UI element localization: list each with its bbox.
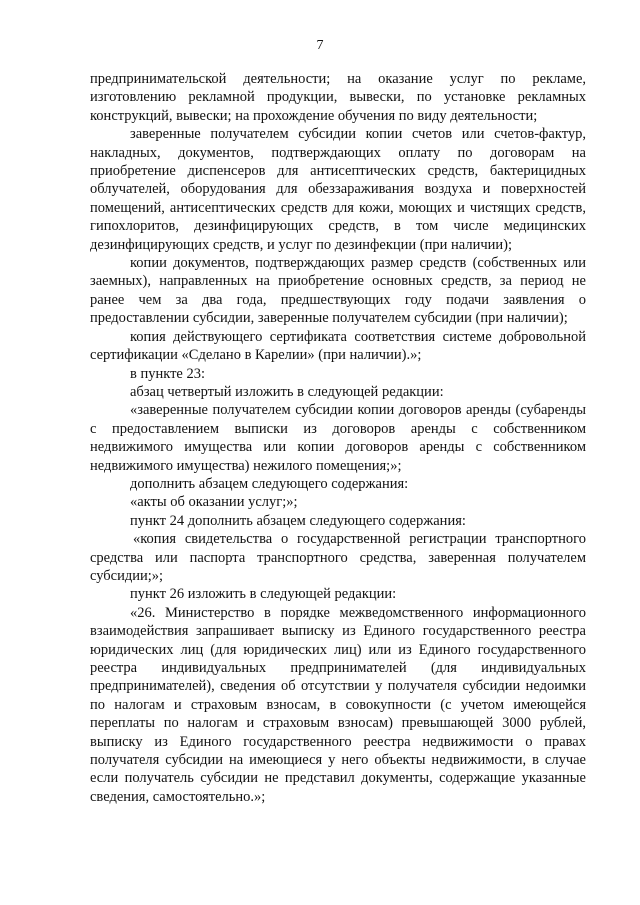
document-paragraph: «копия свидетельства о государственной регистрации транспортного средства или паспорта транспортного средства, заверенная получателем субсидии;»; [90, 531, 586, 584]
document-body [90, 70, 586, 806]
document-paragraph: абзац четвертый изложить в следующей редакции: [130, 383, 444, 400]
document-paragraph: предпринимательской деятельности; на оказание услуг по рекламе, изготовлению рекламной продукции, вывески, по установке рекламных конструкций, вывески; на прохождение обучения по виду деятельности; [90, 71, 586, 124]
page-number: 7 [316, 38, 324, 53]
document-paragraph: в пункте 23: [130, 365, 206, 382]
document-paragraph: пункт 26 изложить в следующей редакции: [130, 586, 397, 603]
document-paragraph: дополнить абзацем следующего содержания: [130, 475, 409, 492]
document-paragraph: «26. Министерство в порядке межведомственного информационного взаимодействия запрашивает выписку из Единого государственного реестра юридических лиц (для юридических лиц) или из Единого государственного реестра индивидуальных предпринимателей (для индивидуальных предпринимателей), сведения об отсутствии у получателя субсидии недоимки по налогам и страховым взносам, в совокупности (с учетом имеющейся переплаты по налогам и страховым взносам) превышающей 3000 рублей, выписку из Единого государственного реестра недвижимости о правах получателя субсидии на имеющиеся у него объекты недвижимости, в случае если получатель субсидии не представил документы, содержащие указанные сведения, самостоятельно.»; [90, 604, 586, 805]
document-paragraph: копия действующего сертификата соответствия системе добровольной сертификации «Сделано в Карелии» (при наличии).»; [90, 328, 586, 364]
document-paragraph: «заверенные получателем субсидии копии договоров аренды (субаренды с предоставлением выписки из договоров аренды с собственником недвижимого имущества или копии договоров аренды с собственником недвижимого имущества) нежилого помещения;»; [90, 402, 586, 474]
document-paragraph: «акты об оказании услуг;»; [130, 494, 298, 511]
document-paragraph: копии документов, подтверждающих размер средств (собственных или заемных), направленных на приобретение основных средств, за период не ранее чем за два года, предшествующих году подачи заявления о предоставлении субсидии, заверенные получателем субсидии (при наличии); [90, 255, 586, 327]
document-paragraph: пункт 24 дополнить абзацем следующего содержания: [130, 512, 466, 529]
document-paragraph: заверенные получателем субсидии копии счетов или счетов-фактур, накладных, документов, подтверждающих оплату по договорам на приобретение диспенсеров для антисептических средств, бактерицидных облучателей, оборудования для обеззараживания воздуха и поверхностей помещений, антисептических средств для кожи, моющих и чистящих средств, гипохлоритов, дезинфицирующих средств, в том числе медицинских дезинфицирующих средств, и услуг по дезинфекции (при наличии); [90, 126, 586, 253]
